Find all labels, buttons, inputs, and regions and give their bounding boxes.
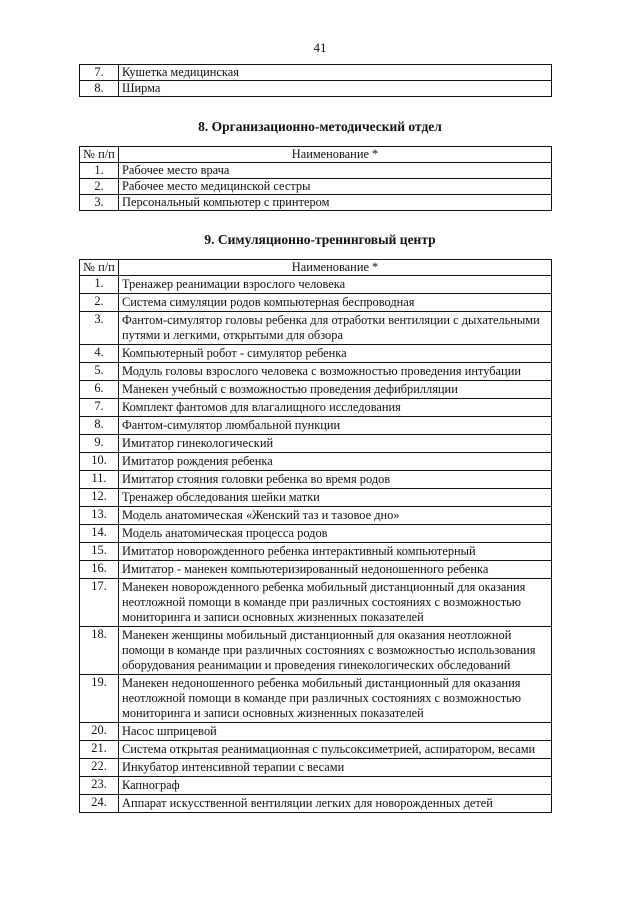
- row-name: Компьютерный робот - симулятор ребенка: [119, 345, 552, 363]
- table-row: [80, 381, 552, 399]
- row-name: Имитатор новорожденного ребенка интерактивный компьютерный: [119, 543, 552, 561]
- column-header-name: Наименование *: [119, 260, 552, 276]
- row-number: 8.: [80, 417, 119, 435]
- table-row: [80, 543, 552, 561]
- header-row: [80, 260, 552, 276]
- table-row: [80, 65, 552, 81]
- table-row: [80, 453, 552, 471]
- org-method-table: [79, 146, 552, 211]
- table-row: [80, 363, 552, 381]
- table-row: [80, 489, 552, 507]
- column-header-name: Наименование *: [119, 147, 552, 163]
- row-number: 1.: [80, 276, 119, 294]
- row-name: Имитатор рождения ребенка: [119, 453, 552, 471]
- row-name: Модель анатомическая процесса родов: [119, 525, 552, 543]
- section-title-simulation-center: 9. Симуляционно-тренинговый центр: [204, 232, 436, 247]
- column-header-number: № п/п: [80, 147, 119, 163]
- row-number: 3.: [80, 195, 119, 211]
- row-number: 19.: [80, 675, 119, 723]
- table-header: [80, 260, 552, 276]
- row-name: Манекен учебный с возможностью проведения дефибрилляции: [119, 381, 552, 399]
- row-number: 2.: [80, 179, 119, 195]
- row-name: Фантом-симулятор головы ребенка для отработки вентиляции с дыхательными путями и легкими, открытыми для обзора: [119, 312, 552, 345]
- table-row: [80, 276, 552, 294]
- table-row: [80, 417, 552, 435]
- page-number: 41: [313, 40, 327, 55]
- row-name: Система симуляции родов компьютерная беспроводная: [119, 294, 552, 312]
- row-name: Манекен женщины мобильный дистанционный для оказания неотложной помощи в команде при различных состояниях с возможностью использования оборудования реанимации и проведения гинекологических обследований: [119, 627, 552, 675]
- row-number: 6.: [80, 381, 119, 399]
- row-name: Имитатор гинекологический: [119, 435, 552, 453]
- table-row: [80, 795, 552, 813]
- table-row: [80, 195, 552, 211]
- row-name: Модель анатомическая «Женский таз и тазовое дно»: [119, 507, 552, 525]
- row-number: 15.: [80, 543, 119, 561]
- equipment-table-continued: [79, 64, 552, 97]
- row-number: 10.: [80, 453, 119, 471]
- row-name: Модуль головы взрослого человека с возможностью проведения интубации: [119, 363, 552, 381]
- row-name: Аппарат искусственной вентиляции легких для новорожденных детей: [119, 795, 552, 813]
- table-row: [80, 435, 552, 453]
- row-name: Имитатор стояния головки ребенка во время родов: [119, 471, 552, 489]
- row-name: Тренажер реанимации взрослого человека: [119, 276, 552, 294]
- row-name: Инкубатор интенсивной терапии с весами: [119, 759, 552, 777]
- row-number: 11.: [80, 471, 119, 489]
- table-body: [80, 163, 552, 211]
- row-name: Манекен недоношенного ребенка мобильный дистанционный для оказания неотложной помощи в команде при различных состояниях с возможностью мониторинга и записи основных жизненных показателей: [119, 675, 552, 723]
- row-number: 12.: [80, 489, 119, 507]
- table-row: [80, 312, 552, 345]
- row-number: 13.: [80, 507, 119, 525]
- table-row: [80, 525, 552, 543]
- row-name: Имитатор - манекен компьютеризированный недоношенного ребенка: [119, 561, 552, 579]
- row-number: 23.: [80, 777, 119, 795]
- row-name: Персональный компьютер с принтером: [119, 195, 552, 211]
- simulation-center-table: [79, 259, 552, 813]
- table-row: [80, 471, 552, 489]
- row-number: 20.: [80, 723, 119, 741]
- table-row: [80, 561, 552, 579]
- row-name: Тренажер обследования шейки матки: [119, 489, 552, 507]
- row-number: 9.: [80, 435, 119, 453]
- row-number: 2.: [80, 294, 119, 312]
- table-header: [80, 147, 552, 163]
- row-number: 7.: [80, 65, 119, 81]
- row-name: Фантом-симулятор люмбальной пункции: [119, 417, 552, 435]
- row-number: 22.: [80, 759, 119, 777]
- table-row: [80, 294, 552, 312]
- table-row: [80, 675, 552, 723]
- row-number: 21.: [80, 741, 119, 759]
- row-name: Ширма: [119, 81, 552, 97]
- row-name: Кушетка медицинская: [119, 65, 552, 81]
- row-number: 16.: [80, 561, 119, 579]
- row-number: 17.: [80, 579, 119, 627]
- table-row: [80, 507, 552, 525]
- table-row: [80, 759, 552, 777]
- row-name: Система открытая реанимационная с пульсоксиметрией, аспиратором, весами: [119, 741, 552, 759]
- table-row: [80, 741, 552, 759]
- row-name: Комплект фантомов для влагалищного исследования: [119, 399, 552, 417]
- row-number: 24.: [80, 795, 119, 813]
- row-number: 14.: [80, 525, 119, 543]
- table-body: [80, 65, 552, 97]
- row-number: 8.: [80, 81, 119, 97]
- table-row: [80, 723, 552, 741]
- row-name: Насос шприцевой: [119, 723, 552, 741]
- row-number: 1.: [80, 163, 119, 179]
- table-row: [80, 399, 552, 417]
- section-title-org-method: 8. Организационно-методический отдел: [198, 119, 442, 134]
- row-name: Манекен новорожденного ребенка мобильный дистанционный для оказания неотложной помощи в команде при различных состояниях с возможностью мониторинга и записи основных жизненных показателей: [119, 579, 552, 627]
- row-number: 7.: [80, 399, 119, 417]
- table-row: [80, 579, 552, 627]
- table-row: [80, 179, 552, 195]
- table-row: [80, 345, 552, 363]
- header-row: [80, 147, 552, 163]
- table-row: [80, 81, 552, 97]
- column-header-number: № п/п: [80, 260, 119, 276]
- row-name: Рабочее место медицинской сестры: [119, 179, 552, 195]
- row-number: 3.: [80, 312, 119, 345]
- table-row: [80, 163, 552, 179]
- row-name: Капнограф: [119, 777, 552, 795]
- table-body: [80, 276, 552, 813]
- row-number: 18.: [80, 627, 119, 675]
- table-row: [80, 627, 552, 675]
- row-number: 5.: [80, 363, 119, 381]
- row-number: 4.: [80, 345, 119, 363]
- row-name: Рабочее место врача: [119, 163, 552, 179]
- table-row: [80, 777, 552, 795]
